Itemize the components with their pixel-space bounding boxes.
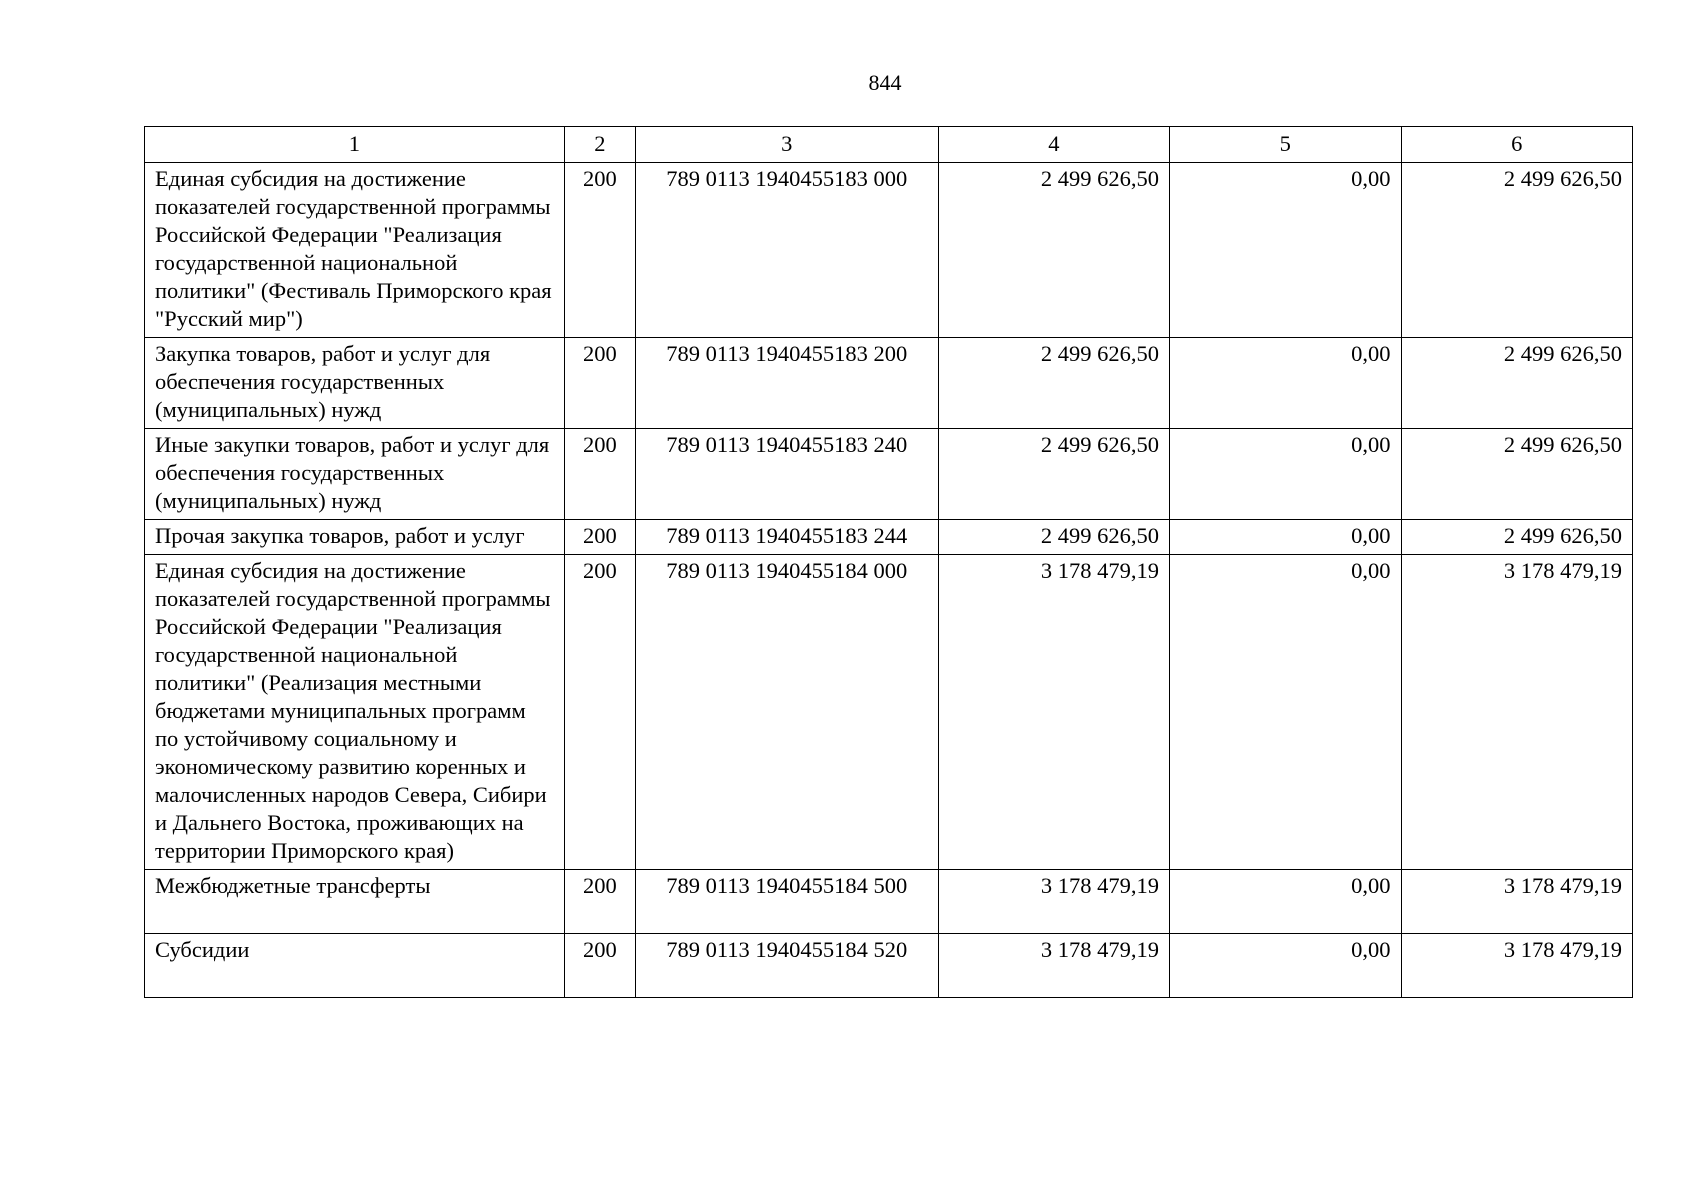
budget-table	[144, 126, 1633, 998]
amount-col6-cell: 3 178 479,19	[1401, 555, 1633, 870]
table-row	[145, 555, 1633, 870]
item-name-cell: Единая субсидия на достижение показателей государственной программы Российской Федерации "Реализация государственной национальной политики" (Фестиваль Приморского края "Русский мир")	[145, 163, 565, 338]
amount-col5-cell: 0,00	[1170, 429, 1401, 520]
column-header: 6	[1401, 127, 1633, 163]
classification-code-cell: 789 0113 1940455184 000	[635, 555, 938, 870]
amount-col4-cell: 2 499 626,50	[938, 338, 1169, 429]
amount-col6-cell: 2 499 626,50	[1401, 520, 1633, 555]
amount-col5-cell: 0,00	[1170, 555, 1401, 870]
admin-code-cell: 200	[564, 520, 635, 555]
classification-code-cell: 789 0113 1940455184 520	[635, 934, 938, 998]
table-row	[145, 338, 1633, 429]
table-row	[145, 934, 1633, 998]
amount-col6-cell: 3 178 479,19	[1401, 934, 1633, 998]
admin-code-cell: 200	[564, 870, 635, 934]
table-row	[145, 520, 1633, 555]
admin-code-cell: 200	[564, 163, 635, 338]
admin-code-cell: 200	[564, 429, 635, 520]
item-name-cell: Прочая закупка товаров, работ и услуг	[145, 520, 565, 555]
admin-code-cell: 200	[564, 338, 635, 429]
amount-col4-cell: 2 499 626,50	[938, 163, 1169, 338]
classification-code-cell: 789 0113 1940455184 500	[635, 870, 938, 934]
amount-col5-cell: 0,00	[1170, 870, 1401, 934]
amount-col4-cell: 3 178 479,19	[938, 555, 1169, 870]
amount-col4-cell: 3 178 479,19	[938, 934, 1169, 998]
column-header: 5	[1170, 127, 1401, 163]
admin-code-cell: 200	[564, 934, 635, 998]
amount-col5-cell: 0,00	[1170, 338, 1401, 429]
item-name-cell: Субсидии	[145, 934, 565, 998]
table-row	[145, 870, 1633, 934]
amount-col6-cell: 3 178 479,19	[1401, 870, 1633, 934]
amount-col5-cell: 0,00	[1170, 520, 1401, 555]
amount-col5-cell: 0,00	[1170, 934, 1401, 998]
classification-code-cell: 789 0113 1940455183 200	[635, 338, 938, 429]
item-name-cell: Межбюджетные трансферты	[145, 870, 565, 934]
classification-code-cell: 789 0113 1940455183 244	[635, 520, 938, 555]
item-name-cell: Закупка товаров, работ и услуг для обеспечения государственных (муниципальных) нужд	[145, 338, 565, 429]
table-row	[145, 163, 1633, 338]
amount-col6-cell: 2 499 626,50	[1401, 163, 1633, 338]
table-row	[145, 429, 1633, 520]
column-header: 3	[635, 127, 938, 163]
amount-col4-cell: 3 178 479,19	[938, 870, 1169, 934]
item-name-cell: Иные закупки товаров, работ и услуг для обеспечения государственных (муниципальных) нужд	[145, 429, 565, 520]
classification-code-cell: 789 0113 1940455183 240	[635, 429, 938, 520]
column-header: 1	[145, 127, 565, 163]
amount-col5-cell: 0,00	[1170, 163, 1401, 338]
amount-col4-cell: 2 499 626,50	[938, 429, 1169, 520]
classification-code-cell: 789 0113 1940455183 000	[635, 163, 938, 338]
column-header: 2	[564, 127, 635, 163]
page-number: 844	[868, 70, 902, 95]
table-header-row	[145, 127, 1633, 163]
column-header: 4	[938, 127, 1169, 163]
admin-code-cell: 200	[564, 555, 635, 870]
item-name-cell: Единая субсидия на достижение показателей государственной программы Российской Федерации "Реализация государственной национальной политики" (Реализация местными бюджетами муниципальных программ по устойчивому социальному и экономическому развитию коренных и малочисленных народов Севера, Сибири и Дальнего Востока, проживающих на территории Приморского края)	[145, 555, 565, 870]
amount-col4-cell: 2 499 626,50	[938, 520, 1169, 555]
amount-col6-cell: 2 499 626,50	[1401, 338, 1633, 429]
amount-col6-cell: 2 499 626,50	[1401, 429, 1633, 520]
